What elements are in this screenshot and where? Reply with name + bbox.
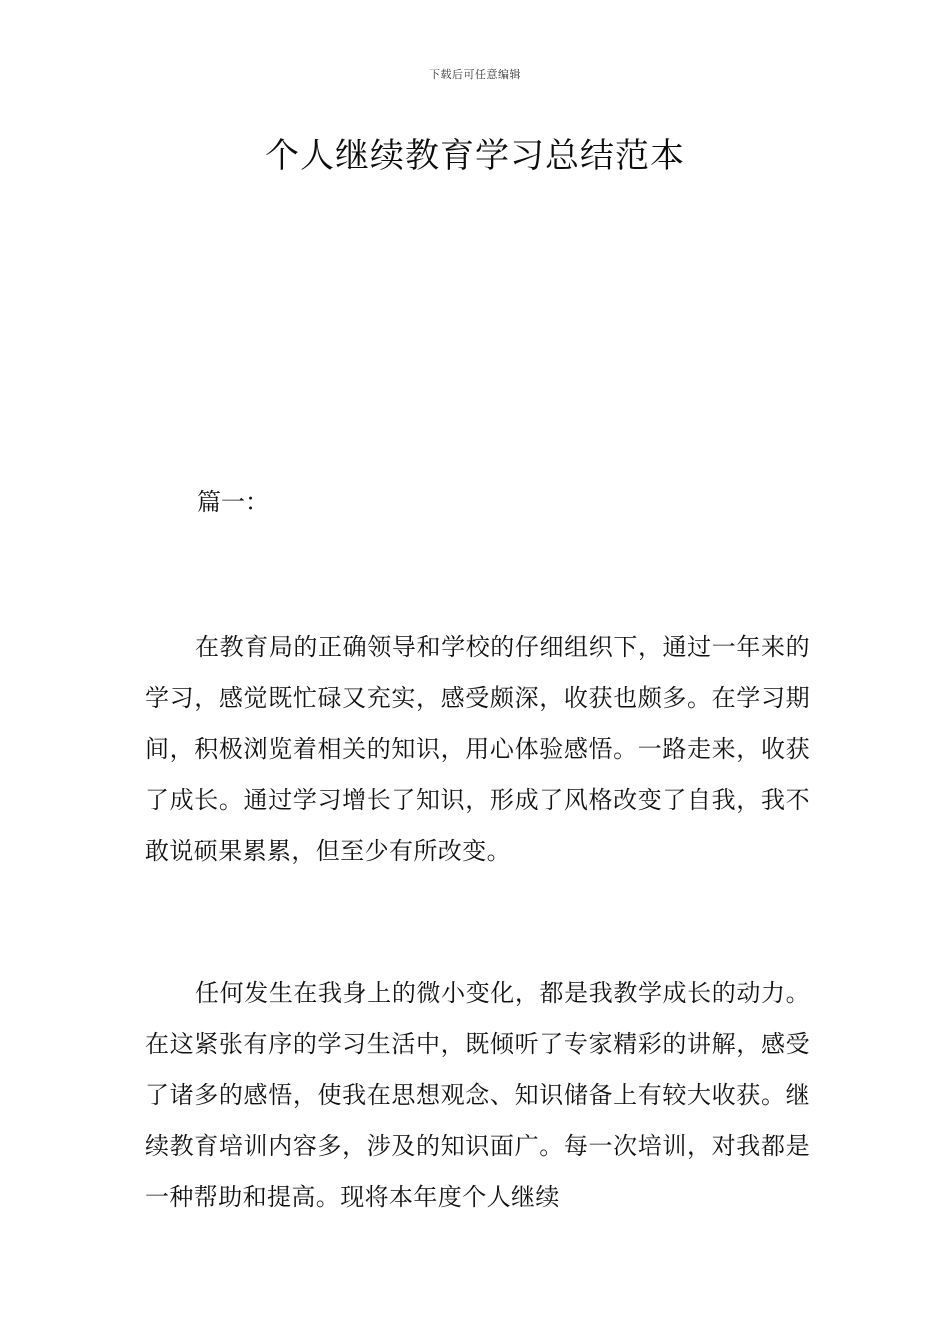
section-label: 篇一：: [197, 488, 269, 516]
body-paragraph-2: 任何发生在我身上的微小变化，都是我教学成长的动力。在这紧张有序的学习生活中，既倾听了专家精彩的讲解，感受了诸多的感悟，使我在思想观念、知识储备上有较大收获。继续教育培训内容多，涉及的知识面广。每一次培训，对我都是一种帮助和提高。现将本年度个人继续: [145, 979, 810, 1211]
document-title: 个人继续教育学习总结范本: [265, 136, 685, 176]
header-note: 下载后可任意编辑: [429, 68, 521, 81]
body-paragraph-1: 在教育局的正确领导和学校的仔细组织下，通过一年来的学习，感觉既忙碌又充实，感受颇深，收获也颇多。在学习期间，积极浏览着相关的知识，用心体验感悟。一路走来，收获了成长。通过学习增长了知识，形成了风格改变了自我，我不敢说硕果累累，但至少有所改变。: [145, 633, 810, 865]
